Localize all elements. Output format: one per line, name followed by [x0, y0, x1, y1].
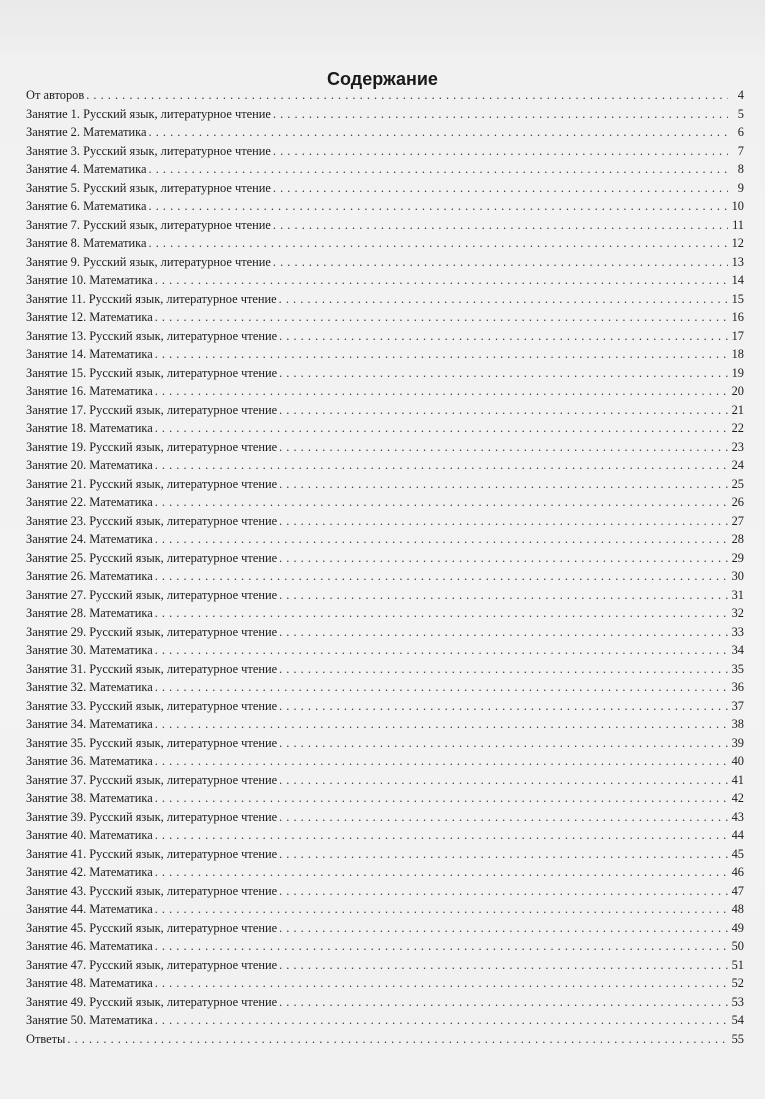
- toc-entry-page-number: 19: [731, 365, 744, 380]
- toc-entry: [26, 863, 744, 882]
- dot-leader: [155, 271, 728, 290]
- toc-entry-page-number: 15: [731, 291, 744, 306]
- toc-entry-page-number: 28: [731, 532, 744, 546]
- toc-entry: [26, 216, 744, 235]
- toc-entry: [26, 993, 744, 1012]
- toc-entry-page-number: 37: [731, 698, 744, 713]
- toc-entry: [26, 789, 744, 808]
- toc-entry-label: Занятие 4. Математика: [26, 162, 147, 176]
- dot-leader: [155, 641, 728, 660]
- toc-entry: [26, 142, 744, 161]
- toc-entry: [26, 623, 744, 642]
- toc-entry-label: Занятие 39. Русский язык, литературное чтение: [26, 809, 278, 824]
- dot-leader: [279, 660, 728, 679]
- toc-entry-label: Занятие 42. Математика: [26, 865, 153, 879]
- toc-entry: [26, 105, 744, 124]
- toc-entry-page-number: 40: [731, 754, 744, 768]
- toc-entry: [26, 512, 744, 531]
- toc-entry-page-number: 32: [731, 606, 744, 620]
- toc-entry-label: Занятие 8. Математика: [26, 236, 147, 250]
- dot-leader: [279, 549, 728, 568]
- dot-leader: [279, 290, 728, 309]
- toc-entry-page-number: 23: [731, 439, 744, 454]
- toc-entry-label: Занятие 36. Математика: [26, 754, 153, 768]
- toc-entry-page-number: 38: [731, 717, 744, 731]
- toc-entry: [26, 271, 744, 290]
- toc-entry: [26, 253, 744, 272]
- page-title: Содержание: [327, 69, 438, 90]
- toc-entry-page-number: 36: [731, 680, 744, 694]
- dot-leader: [279, 327, 728, 346]
- toc-entry: [26, 937, 744, 956]
- toc-entry-label: Занятие 40. Математика: [26, 828, 153, 842]
- toc-entry-label: Ответы: [26, 1031, 66, 1046]
- toc-entry: [26, 900, 744, 919]
- dot-leader: [149, 123, 729, 142]
- toc-entry: [26, 826, 744, 845]
- toc-entry-page-number: 4: [737, 88, 744, 102]
- toc-entry: [26, 456, 744, 475]
- toc-entry-page-number: 41: [731, 772, 744, 787]
- dot-leader: [155, 863, 728, 882]
- toc-entry-label: Занятие 48. Математика: [26, 976, 153, 990]
- toc-entry-label: Занятие 16. Математика: [26, 384, 153, 398]
- dot-leader: [279, 364, 728, 383]
- toc-entry-label: От авторов: [26, 88, 85, 102]
- dot-leader: [86, 86, 728, 105]
- toc-entry-page-number: 22: [731, 421, 744, 435]
- toc-entry-page-number: 5: [737, 106, 744, 121]
- dot-leader: [279, 586, 728, 605]
- toc-entry: [26, 179, 744, 198]
- dot-leader: [155, 493, 728, 512]
- dot-leader: [273, 142, 728, 161]
- toc-entry-page-number: 18: [731, 347, 744, 361]
- dot-leader: [155, 530, 728, 549]
- toc-entry: [26, 364, 744, 383]
- dot-leader: [67, 1030, 728, 1049]
- toc-entry-label: Занятие 33. Русский язык, литературное чтение: [26, 698, 278, 713]
- dot-leader: [279, 734, 728, 753]
- toc-entry-page-number: 30: [731, 569, 744, 583]
- toc-entry-page-number: 55: [731, 1031, 744, 1046]
- dot-leader: [155, 937, 728, 956]
- toc-entry: [26, 845, 744, 864]
- dot-leader: [155, 789, 728, 808]
- dot-leader: [149, 197, 729, 216]
- dot-leader: [149, 160, 729, 179]
- toc-entry-label: Занятие 26. Математика: [26, 569, 153, 583]
- toc-entry-page-number: 11: [732, 217, 744, 232]
- toc-entry-label: Занятие 30. Математика: [26, 643, 153, 657]
- toc-entry: [26, 382, 744, 401]
- toc-entry: [26, 530, 744, 549]
- toc-entry-label: Занятие 19. Русский язык, литературное чтение: [26, 439, 278, 454]
- toc-entry-label: Занятие 18. Математика: [26, 421, 153, 435]
- toc-entry: [26, 308, 744, 327]
- toc-entry: [26, 419, 744, 438]
- dot-leader: [155, 715, 728, 734]
- toc-entry: [26, 752, 744, 771]
- toc-entry-label: Занятие 13. Русский язык, литературное чтение: [26, 328, 278, 343]
- toc-entry: [26, 586, 744, 605]
- dot-leader: [155, 567, 728, 586]
- toc-entry-label: Занятие 35. Русский язык, литературное чтение: [26, 735, 278, 750]
- toc-entry-label: Занятие 11. Русский язык, литературное чтение: [26, 291, 277, 306]
- toc-entry-page-number: 21: [731, 402, 744, 417]
- toc-entry-page-number: 20: [731, 384, 744, 398]
- toc-entry-label: Занятие 20. Математика: [26, 458, 153, 472]
- toc-entry: [26, 290, 744, 309]
- toc-entry: [26, 567, 744, 586]
- dot-leader: [279, 438, 728, 457]
- toc-entry: [26, 697, 744, 716]
- toc-entry-label: Занятие 5. Русский язык, литературное чтение: [26, 180, 271, 195]
- dot-leader: [279, 808, 728, 827]
- toc-entry-page-number: 49: [731, 920, 744, 935]
- toc-entry: [26, 808, 744, 827]
- toc-entry-label: Занятие 44. Математика: [26, 902, 153, 916]
- dot-leader: [155, 604, 728, 623]
- toc-entry-label: Занятие 1. Русский язык, литературное чтение: [26, 106, 271, 121]
- dot-leader: [155, 900, 728, 919]
- toc-entry-label: Занятие 28. Математика: [26, 606, 153, 620]
- toc-entry-page-number: 48: [731, 902, 744, 916]
- toc-entry-page-number: 12: [731, 236, 744, 250]
- toc-entry-label: Занятие 31. Русский язык, литературное чтение: [26, 661, 278, 676]
- toc-entry-page-number: 51: [731, 957, 744, 972]
- toc-entry-page-number: 50: [731, 939, 744, 953]
- toc-entry: [26, 327, 744, 346]
- toc-entry-page-number: 52: [731, 976, 744, 990]
- toc-entry-page-number: 43: [731, 809, 744, 824]
- dot-leader: [279, 919, 728, 938]
- dot-leader: [279, 771, 728, 790]
- toc-entry: [26, 771, 744, 790]
- dot-leader: [155, 974, 728, 993]
- toc-entry: [26, 641, 744, 660]
- toc-entry-label: Занятие 12. Математика: [26, 310, 153, 324]
- toc-entry-label: Занятие 17. Русский язык, литературное чтение: [26, 402, 278, 417]
- dot-leader: [279, 956, 728, 975]
- toc-entry-page-number: 33: [731, 624, 744, 639]
- toc-entry-label: Занятие 6. Математика: [26, 199, 147, 213]
- toc-entry-page-number: 6: [737, 125, 744, 139]
- toc-entry: [26, 123, 744, 142]
- toc-entry-page-number: 17: [731, 328, 744, 343]
- toc-entry-label: Занятие 27. Русский язык, литературное чтение: [26, 587, 278, 602]
- toc-entry-page-number: 24: [731, 458, 744, 472]
- dot-leader: [149, 234, 729, 253]
- toc-entry-label: Занятие 34. Математика: [26, 717, 153, 731]
- toc-entry-page-number: 44: [731, 828, 744, 842]
- toc-entry-label: Занятие 22. Математика: [26, 495, 153, 509]
- toc-entry-label: Занятие 32. Математика: [26, 680, 153, 694]
- toc-entry-label: Занятие 45. Русский язык, литературное чтение: [26, 920, 278, 935]
- toc-entry-page-number: 25: [731, 476, 744, 491]
- toc-entry-page-number: 47: [731, 883, 744, 898]
- toc-entry: [26, 1030, 744, 1049]
- dot-leader: [279, 401, 728, 420]
- toc-entry: [26, 438, 744, 457]
- toc-entry-page-number: 29: [731, 550, 744, 565]
- toc-entry-label: Занятие 14. Математика: [26, 347, 153, 361]
- toc-entry-label: Занятие 15. Русский язык, литературное чтение: [26, 365, 278, 380]
- dot-leader: [279, 475, 728, 494]
- dot-leader: [155, 419, 728, 438]
- toc-entry: [26, 475, 744, 494]
- toc-entry-page-number: 54: [731, 1013, 744, 1027]
- dot-leader: [273, 105, 728, 124]
- toc-entry: [26, 715, 744, 734]
- dot-leader: [155, 382, 728, 401]
- toc-entry-label: Занятие 43. Русский язык, литературное чтение: [26, 883, 278, 898]
- dot-leader: [155, 345, 728, 364]
- toc-entry: [26, 549, 744, 568]
- toc-entry-page-number: 39: [731, 735, 744, 750]
- toc-entry-page-number: 13: [731, 254, 744, 269]
- toc-entry-label: Занятие 7. Русский язык, литературное чтение: [26, 217, 271, 232]
- toc-entry: [26, 345, 744, 364]
- toc-entry: [26, 86, 744, 105]
- toc-entry: [26, 493, 744, 512]
- toc-entry-label: Занятие 38. Математика: [26, 791, 153, 805]
- toc-entry-label: Занятие 29. Русский язык, литературное чтение: [26, 624, 278, 639]
- toc-entry: [26, 956, 744, 975]
- dot-leader: [279, 882, 728, 901]
- toc-entry: [26, 604, 744, 623]
- toc-entry-label: Занятие 2. Математика: [26, 125, 147, 139]
- toc-entry-label: Занятие 41. Русский язык, литературное чтение: [26, 846, 278, 861]
- dot-leader: [273, 216, 728, 235]
- dot-leader: [279, 512, 728, 531]
- toc-entry: [26, 160, 744, 179]
- toc-entry: [26, 974, 744, 993]
- dot-leader: [279, 993, 728, 1012]
- toc-entry: [26, 1011, 744, 1030]
- toc-entry-page-number: 45: [731, 846, 744, 861]
- toc-entry-page-number: 14: [731, 273, 744, 287]
- table-of-contents: [26, 86, 744, 1048]
- toc-entry-label: Занятие 23. Русский язык, литературное чтение: [26, 513, 278, 528]
- toc-entry: [26, 734, 744, 753]
- toc-entry-page-number: 8: [737, 162, 744, 176]
- toc-entry-page-number: 16: [731, 310, 744, 324]
- toc-entry-label: Занятие 46. Математика: [26, 939, 153, 953]
- dot-leader: [279, 623, 728, 642]
- dot-leader: [155, 456, 728, 475]
- dot-leader: [273, 179, 728, 198]
- toc-entry-label: Занятие 49. Русский язык, литературное чтение: [26, 994, 278, 1009]
- toc-entry-label: Занятие 24. Математика: [26, 532, 153, 546]
- toc-entry: [26, 882, 744, 901]
- toc-entry-page-number: 42: [731, 791, 744, 805]
- toc-entry-page-number: 27: [731, 513, 744, 528]
- toc-entry-page-number: 46: [731, 865, 744, 879]
- dot-leader: [155, 752, 728, 771]
- toc-entry: [26, 234, 744, 253]
- toc-entry-label: Занятие 10. Математика: [26, 273, 153, 287]
- toc-entry-page-number: 35: [731, 661, 744, 676]
- dot-leader: [273, 253, 728, 272]
- toc-entry-label: Занятие 3. Русский язык, литературное чтение: [26, 143, 271, 158]
- dot-leader: [155, 826, 728, 845]
- toc-entry: [26, 401, 744, 420]
- toc-entry-page-number: 31: [731, 587, 744, 602]
- toc-entry-page-number: 26: [731, 495, 744, 509]
- toc-entry-page-number: 34: [731, 643, 744, 657]
- dot-leader: [279, 845, 728, 864]
- dot-leader: [279, 697, 728, 716]
- toc-entry: [26, 660, 744, 679]
- toc-entry-label: Занятие 21. Русский язык, литературное чтение: [26, 476, 278, 491]
- toc-entry-page-number: 7: [737, 143, 744, 158]
- toc-entry-page-number: 53: [731, 994, 744, 1009]
- toc-entry-label: Занятие 37. Русский язык, литературное чтение: [26, 772, 278, 787]
- toc-entry-label: Занятие 47. Русский язык, литературное чтение: [26, 957, 278, 972]
- toc-entry: [26, 197, 744, 216]
- toc-entry: [26, 678, 744, 697]
- toc-entry-page-number: 10: [731, 199, 744, 213]
- toc-entry-label: Занятие 9. Русский язык, литературное чтение: [26, 254, 271, 269]
- dot-leader: [155, 1011, 728, 1030]
- toc-entry-label: Занятие 50. Математика: [26, 1013, 153, 1027]
- dot-leader: [155, 678, 728, 697]
- toc-entry-label: Занятие 25. Русский язык, литературное чтение: [26, 550, 278, 565]
- toc-entry: [26, 919, 744, 938]
- dot-leader: [155, 308, 728, 327]
- toc-entry-page-number: 9: [737, 180, 744, 195]
